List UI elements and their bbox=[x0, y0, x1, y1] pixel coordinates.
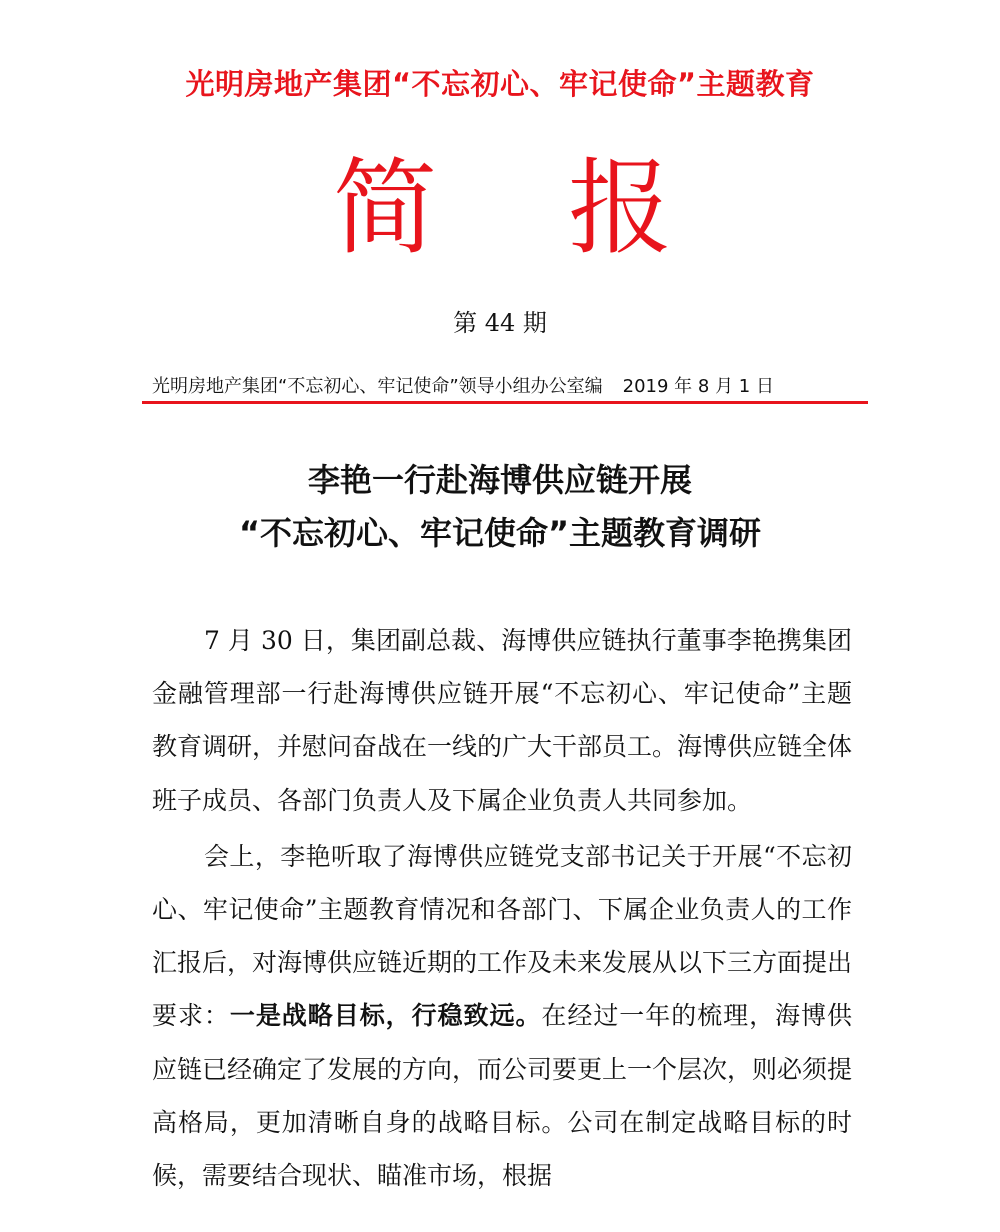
editor-label: 光明房地产集团“不忘初心、牢记使命”领导小组办公室编 bbox=[152, 376, 603, 397]
publish-date: 2019 年 8 月 1 日 bbox=[622, 376, 774, 397]
issue-number: 第 44 期 bbox=[453, 309, 547, 337]
article-body bbox=[152, 614, 852, 1205]
masthead-char-jian: 简 bbox=[333, 147, 438, 269]
paragraph-2-rest: 在经过一年的梳理，海博供应链已经确定了发展的方向，而公司要更上一个层次，则必须提高格局，更加清晰自身的战略目标。公司在制定战略目标的时候，需要结合现状、瞄准市场，根据 bbox=[152, 1001, 853, 1191]
paragraph-1: 7 月 30 日，集团副总裁、海博供应链执行董事李艳携集团金融管理部一行赴海博供应链开展“不忘初心、牢记使命”主题教育调研，并慰问奋战在一线的广大干部员工。海博供应链全体班子成员、各部门负责人及下属企业负责人共同参加。 bbox=[152, 626, 853, 815]
article-title-line-2: “不忘初心、牢记使命”主题教育调研 bbox=[238, 514, 762, 552]
paragraph-2-start: 会上，李艳听取了海博供应链党支部书记关于开展“不忘初心、牢记使命”主题教育情况和各部门、下属企业负责人的工作汇报后，对海博供应链近期的工作及未来发展从以下三方面提出要求： bbox=[152, 841, 853, 1031]
red-divider bbox=[142, 401, 868, 404]
bulletin-masthead bbox=[0, 148, 1000, 268]
paragraph-2-emphasis: 一是战略目标，行稳致远。 bbox=[229, 1001, 542, 1031]
masthead-char-bao: 报 bbox=[568, 147, 673, 269]
paragraph-2 bbox=[152, 830, 852, 1202]
article-title-line-1: 李艳一行赴海博供应链开展 bbox=[307, 461, 692, 499]
editor-date-row bbox=[152, 372, 852, 398]
bulletin-header-title: 光明房地产集团“不忘初心、牢记使命”主题教育 bbox=[185, 67, 815, 101]
